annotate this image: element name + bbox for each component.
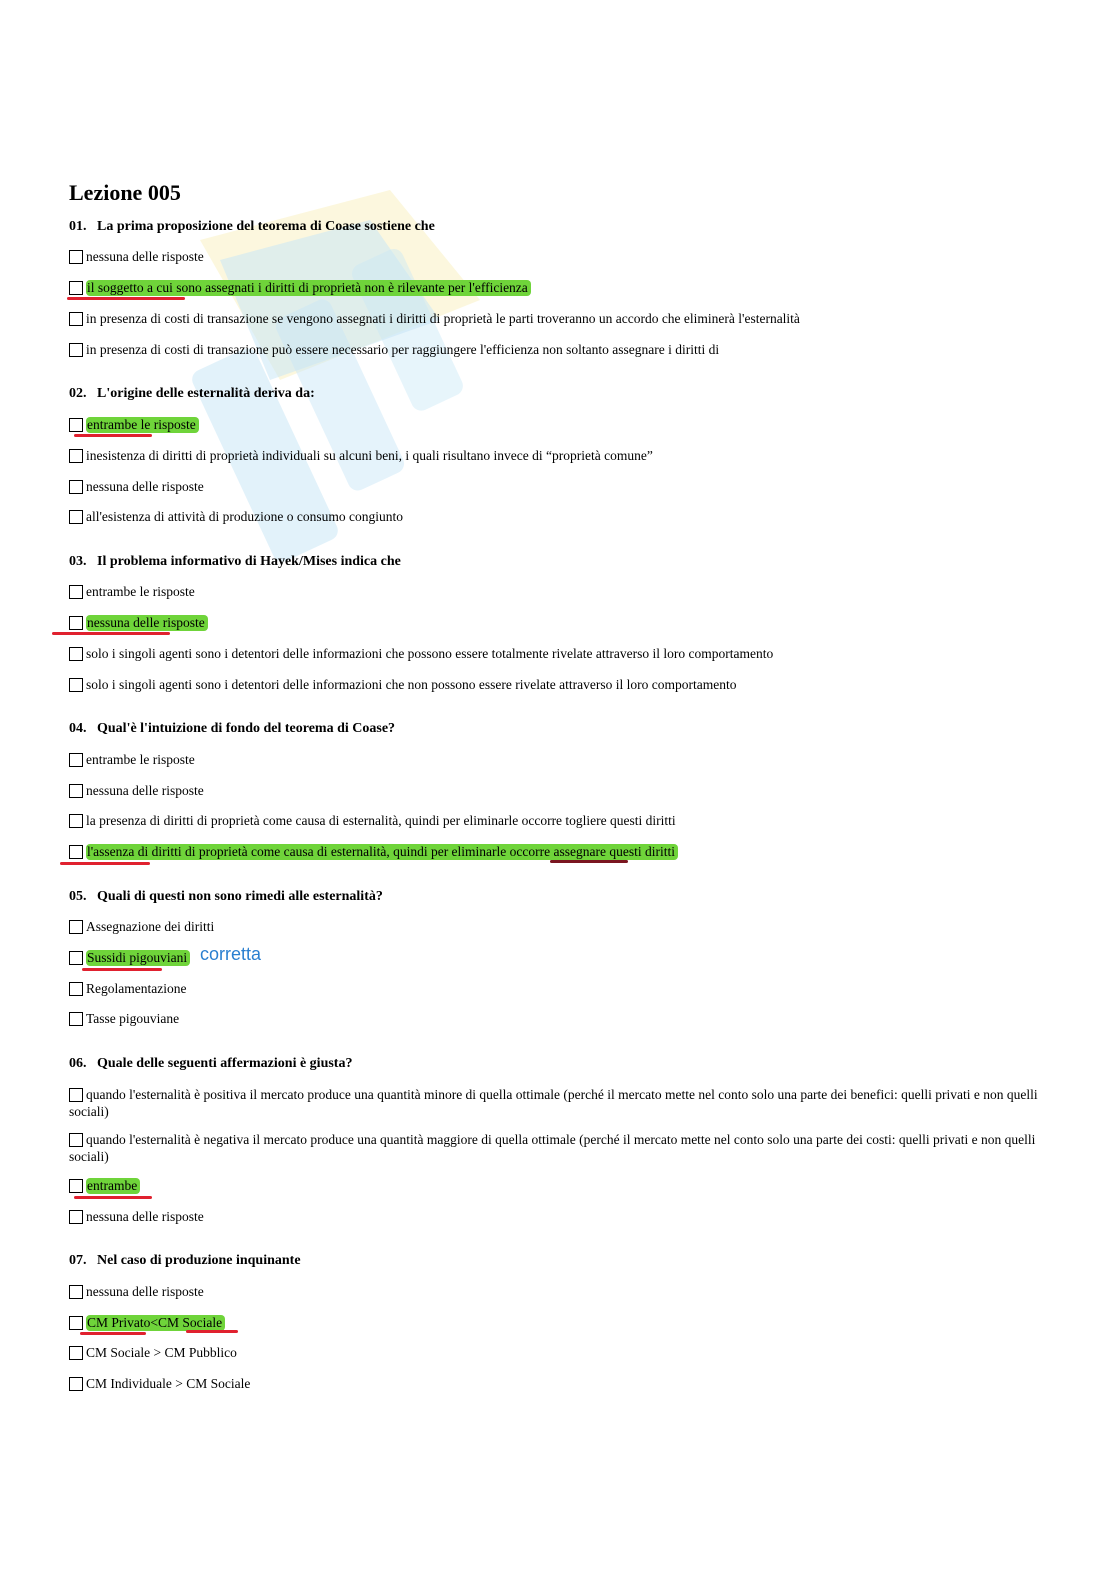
- question-heading: [69, 1056, 352, 1072]
- checkbox[interactable]: [69, 647, 83, 661]
- answer-option: [69, 645, 1044, 662]
- answer-option: [69, 447, 1044, 464]
- checkbox[interactable]: [69, 510, 83, 524]
- checkbox[interactable]: [69, 1210, 83, 1224]
- option-text: all'esistenza di attività di produzione o consumo congiunto: [86, 509, 403, 524]
- answer-option: [69, 248, 1044, 265]
- answer-option: [69, 1131, 1044, 1165]
- answer-option: [69, 583, 1044, 600]
- checkbox[interactable]: [69, 449, 83, 463]
- answer-option: [69, 310, 1044, 327]
- underline-mark: [60, 862, 150, 865]
- handwritten-note: corretta: [200, 944, 262, 964]
- answer-option: [69, 751, 1044, 768]
- option-text: Tasse pigouviane: [86, 1011, 180, 1026]
- question-number: 05.: [69, 889, 87, 904]
- answer-option: [69, 1344, 1044, 1361]
- option-text: entrambe le risposte: [86, 584, 195, 599]
- question-number: 06.: [69, 1056, 87, 1071]
- answer-option: [69, 980, 1044, 997]
- answer-option: [69, 1283, 1044, 1300]
- checkbox[interactable]: [69, 1377, 83, 1391]
- checkbox[interactable]: [69, 1346, 83, 1360]
- underline-mark: [82, 968, 162, 971]
- question-heading: [69, 219, 435, 235]
- highlighted-option-text: l'assenza di diritti di proprietà come causa di esternalità, quindi per eliminarle occorre assegnare questi diritti: [86, 844, 678, 860]
- question-heading: [69, 554, 401, 570]
- checkbox[interactable]: [69, 343, 83, 357]
- question-number: 04.: [69, 721, 87, 736]
- checkbox[interactable]: [69, 616, 83, 630]
- underline-mark: [80, 1332, 146, 1335]
- checkbox[interactable]: [69, 845, 83, 859]
- option-text: entrambe le risposte: [86, 752, 195, 767]
- option-text: solo i singoli agenti sono i detentori delle informazioni che possono essere totalmente rivelate attraverso il loro comportamento: [86, 646, 774, 661]
- checkbox[interactable]: [69, 250, 83, 264]
- checkbox[interactable]: [69, 281, 83, 295]
- question-number: 03.: [69, 554, 87, 569]
- question-text: Nel caso di produzione inquinante: [97, 1253, 301, 1268]
- highlighted-option-text: Sussidi pigouviani: [86, 950, 190, 966]
- answer-option: [69, 1314, 1044, 1331]
- answer-option: [69, 918, 1044, 935]
- checkbox[interactable]: [69, 920, 83, 934]
- page-title: Lezione 005: [69, 180, 181, 205]
- option-text: CM Individuale > CM Sociale: [86, 1376, 251, 1391]
- highlighted-option-text: entrambe: [86, 1178, 140, 1194]
- checkbox[interactable]: [69, 1285, 83, 1299]
- checkbox[interactable]: [69, 951, 83, 965]
- question-text: L'origine delle esternalità deriva da:: [97, 386, 315, 401]
- option-text: nessuna delle risposte: [86, 479, 204, 494]
- answer-option: [69, 843, 1044, 860]
- checkbox[interactable]: [69, 480, 83, 494]
- highlighted-option-text: il soggetto a cui sono assegnati i diritti di proprietà non è rilevante per l'efficienza: [86, 280, 531, 296]
- question-heading: [69, 721, 395, 737]
- underline-mark: [186, 1330, 238, 1333]
- question-text: Qual'è l'intuizione di fondo del teorema di Coase?: [97, 721, 396, 736]
- underline-mark: [67, 297, 185, 300]
- option-text: nessuna delle risposte: [86, 1284, 204, 1299]
- option-text: in presenza di costi di transazione può essere necessario per raggiungere l'efficienza non soltanto assegnare i diritti di: [86, 342, 720, 357]
- question-number: 01.: [69, 219, 87, 234]
- underline-mark: [74, 434, 152, 437]
- question-text: Quale delle seguenti affermazioni è giusta?: [97, 1056, 353, 1071]
- question-heading: [69, 1253, 301, 1269]
- checkbox[interactable]: [69, 1179, 83, 1193]
- checkbox[interactable]: [69, 1012, 83, 1026]
- answer-option: [69, 812, 1044, 829]
- answer-option: [69, 1010, 1044, 1027]
- highlighted-option-text: CM Privato<CM Sociale: [86, 1315, 225, 1331]
- option-text: nessuna delle risposte: [86, 249, 204, 264]
- answer-option: [69, 341, 1044, 358]
- underline-mark: [74, 1196, 152, 1199]
- option-text: la presenza di diritti di proprietà come causa di esternalità, quindi per eliminarle occorre togliere questi diritti: [86, 813, 676, 828]
- option-text: Regolamentazione: [86, 981, 187, 996]
- highlighted-option-text: nessuna delle risposte: [86, 615, 208, 631]
- question-heading: [69, 386, 315, 402]
- option-text: Assegnazione dei diritti: [86, 919, 215, 934]
- answer-option: [69, 1375, 1044, 1392]
- answer-option: [69, 614, 1044, 631]
- option-text: quando l'esternalità è positiva il mercato produce una quantità minore di quella ottimale (perché il mercato mette nel conto solo una parte dei benefici: quelli privati e non quelli sociali): [69, 1087, 1038, 1119]
- answer-option: [69, 279, 1044, 296]
- question-heading: [69, 889, 383, 905]
- answer-option: [69, 1208, 1044, 1225]
- underline-mark: [550, 860, 628, 863]
- checkbox[interactable]: [69, 982, 83, 996]
- checkbox[interactable]: [69, 814, 83, 828]
- checkbox[interactable]: [69, 585, 83, 599]
- option-text: nessuna delle risposte: [86, 1209, 204, 1224]
- answer-option: [69, 1086, 1044, 1120]
- checkbox[interactable]: [69, 312, 83, 326]
- answer-option: [69, 1177, 1044, 1194]
- checkbox[interactable]: [69, 753, 83, 767]
- option-text: in presenza di costi di transazione se vengono assegnati i diritti di proprietà le parti troveranno un accordo che eliminerà l'esternalità: [86, 311, 800, 326]
- question-number: 02.: [69, 386, 87, 401]
- answer-option: [69, 508, 1044, 525]
- answer-option: [69, 782, 1044, 799]
- answer-option: [69, 416, 1044, 433]
- checkbox[interactable]: [69, 1316, 83, 1330]
- checkbox[interactable]: [69, 418, 83, 432]
- question-text: Quali di questi non sono rimedi alle esternalità?: [97, 889, 383, 904]
- question-number: 07.: [69, 1253, 87, 1268]
- highlighted-option-text: entrambe le risposte: [86, 417, 199, 433]
- underline-mark: [52, 632, 170, 635]
- answer-option: [69, 676, 1044, 693]
- checkbox[interactable]: [69, 1133, 83, 1147]
- option-text: CM Sociale > CM Pubblico: [86, 1345, 237, 1360]
- question-text: La prima proposizione del teorema di Coase sostiene che: [97, 219, 435, 234]
- option-text: quando l'esternalità è negativa il mercato produce una quantità maggiore di quella ottimale (perché il mercato mette nel conto solo una parte dei costi: quelli privati e non quelli sociali): [69, 1132, 1036, 1164]
- checkbox[interactable]: [69, 1088, 83, 1102]
- checkbox[interactable]: [69, 678, 83, 692]
- checkbox[interactable]: [69, 784, 83, 798]
- option-text: solo i singoli agenti sono i detentori delle informazioni che non possono essere rivelate attraverso il loro comportamento: [86, 677, 737, 692]
- answer-option: [69, 478, 1044, 495]
- question-text: Il problema informativo di Hayek/Mises indica che: [97, 554, 401, 569]
- option-text: inesistenza di diritti di proprietà individuali su alcuni beni, i quali risultano invece di “proprietà comune”: [86, 448, 653, 463]
- option-text: nessuna delle risposte: [86, 783, 204, 798]
